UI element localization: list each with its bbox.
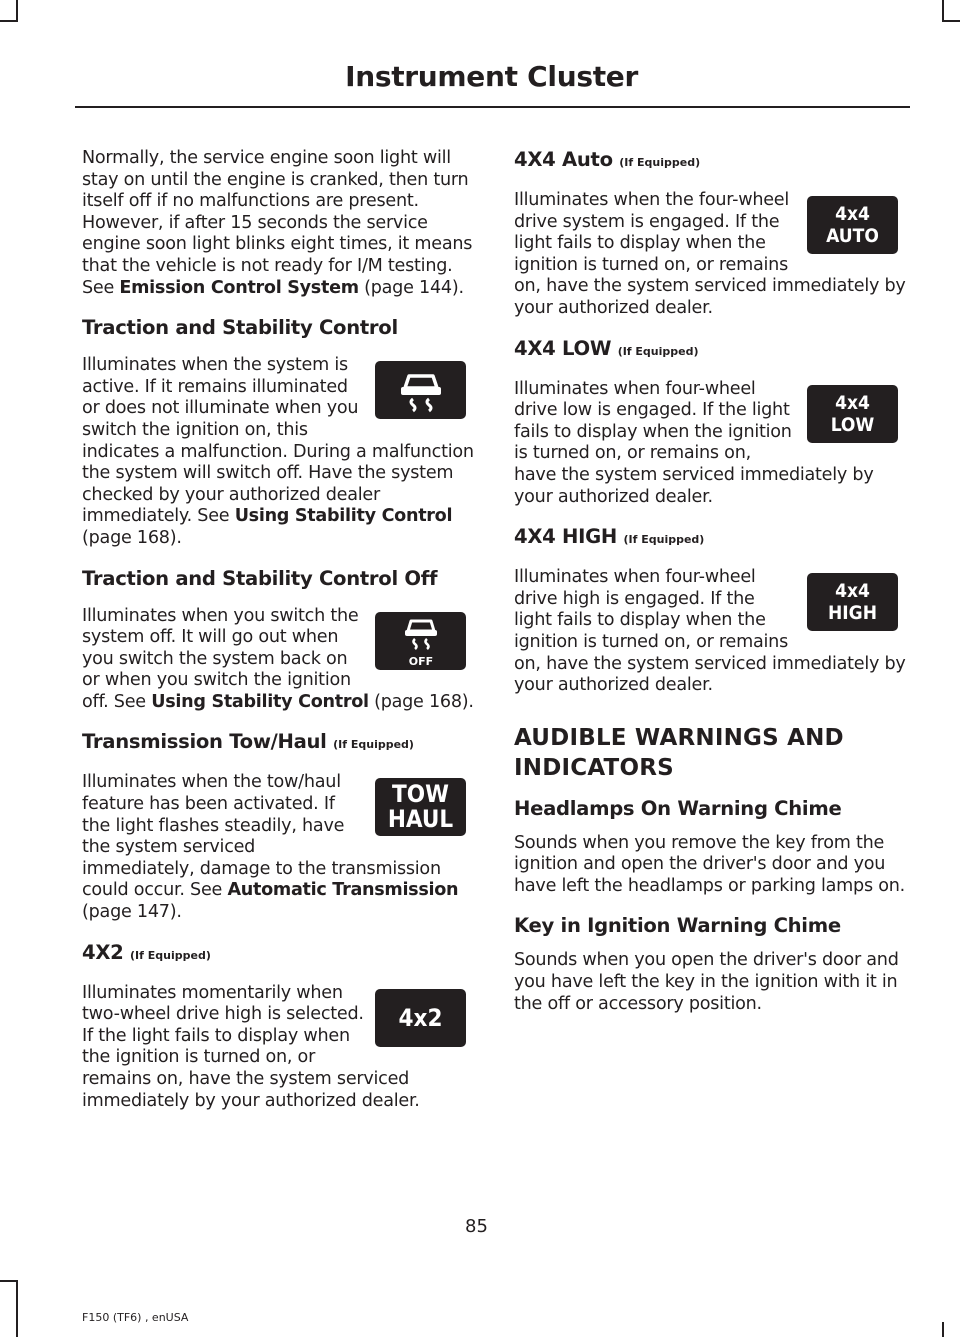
traction-off-paragraph: Illuminates when you switch the system off. It will go out when you switch the system back on or when you switch the ignition off. See Using Stability Control (page 168). — [82, 605, 474, 712]
crop-mark — [16, 1280, 18, 1337]
4x2-icon: 4x2 — [375, 989, 466, 1047]
4x4-auto-heading: 4X4 Auto (If Equipped) — [514, 148, 701, 171]
crop-mark — [16, 0, 18, 20]
4x2-paragraph: Illuminates momentarily when two-wheel drive high is selected. If the light fails to display when the ignition is turned on, or remains on, have the system serviced immediately by your authorized dealer. — [82, 982, 420, 1111]
audible-warnings-heading: AUDIBLE WARNINGS AND INDICATORS — [514, 724, 844, 781]
traction-off-heading: Traction and Stability Control Off — [82, 566, 438, 590]
automatic-transmission-link[interactable]: Automatic Transmission — [227, 880, 459, 901]
crop-mark — [0, 1280, 18, 1282]
4x4-low-heading: 4X4 LOW (If Equipped) — [514, 336, 699, 360]
footer-text: F150 (TF6) , enUSA — [82, 1311, 189, 1324]
tow-haul-heading: Transmission Tow/Haul (If Equipped) — [82, 730, 414, 754]
off-label: OFF — [408, 654, 433, 668]
traction-control-off-icon — [375, 612, 466, 670]
stability-control-off-link[interactable]: Using Stability Control — [151, 691, 369, 712]
intro-paragraph: Normally, the service engine soon light will stay on until the engine is cranked, then turn itself off if no malfunctions are present. However, if after 15 seconds the service engine soon light blinks eight times, it means that the vehicle is not ready for I/M testing. See Emission Control System (page 144). — [82, 148, 473, 298]
left-column — [82, 148, 474, 1112]
tow-haul-paragraph: Illuminates when the tow/haul feature has been activated. If the light flashes steadily, have the system serviced immediately, damage to the transmission could occur. See Automatic Transmission (page 147). — [82, 772, 459, 923]
4x4-high-heading: 4X4 HIGH (If Equipped) — [514, 525, 705, 549]
header-rule — [75, 106, 910, 108]
4x4-low-paragraph: Illuminates when four-wheel drive low is engaged. If the light fails to display when the ignition is turned on, or remains on, have the system serviced immediately by your authorized dealer. — [514, 378, 874, 507]
crop-mark — [942, 20, 960, 22]
crop-mark — [942, 1322, 944, 1337]
crop-mark — [942, 0, 944, 20]
key-ignition-paragraph: Sounds when you open the driver's door and you have left the key in the ignition with it in the off or accessory position. — [514, 950, 899, 1014]
traction-control-icon — [375, 361, 466, 419]
4x4-auto-paragraph: Illuminates when the four-wheel drive system is engaged. If the light fails to display when the ignition is turned on, or remains on, have the system serviced immediately by your authorized dealer. — [514, 190, 906, 318]
headlamps-paragraph: Sounds when you remove the key from the ignition and open the driver's door and you have left the headlamps or parking lamps on. — [514, 832, 905, 896]
4x4-high-icon: 4x4 HIGH — [807, 573, 898, 631]
page-number: 85 — [465, 1216, 488, 1237]
tow-haul-icon: TOW HAUL — [375, 778, 466, 836]
right-column — [514, 148, 906, 1015]
page-title: Instrument Cluster — [345, 60, 638, 93]
4x4-low-icon: 4x4 LOW — [807, 385, 898, 443]
stability-control-link[interactable]: Using Stability Control — [234, 506, 453, 527]
traction-paragraph: Illuminates when the system is active. If it remains illuminated or does not illuminate when you switch the ignition on, this indicates a malfunction. During a malfunction the system will switch off. Have the system checked by your authorized dealer immediately. See Using Stability Control (page 168). — [82, 355, 474, 548]
key-ignition-heading: Key in Ignition Warning Chime — [514, 914, 841, 938]
traction-heading: Traction and Stability Control — [82, 316, 398, 340]
headlamps-heading: Headlamps On Warning Chime — [514, 796, 842, 820]
4x4-auto-icon: 4x4 AUTO — [807, 196, 898, 254]
emission-control-link[interactable]: Emission Control System — [119, 277, 359, 298]
crop-mark — [0, 20, 18, 22]
4x4-high-paragraph: Illuminates when four-wheel drive high is engaged. If the light fails to display when the ignition is turned on, or remains on, have the system serviced immediately by your authorized dealer. — [514, 567, 906, 696]
4x2-heading: 4X2 (If Equipped) — [82, 940, 211, 964]
